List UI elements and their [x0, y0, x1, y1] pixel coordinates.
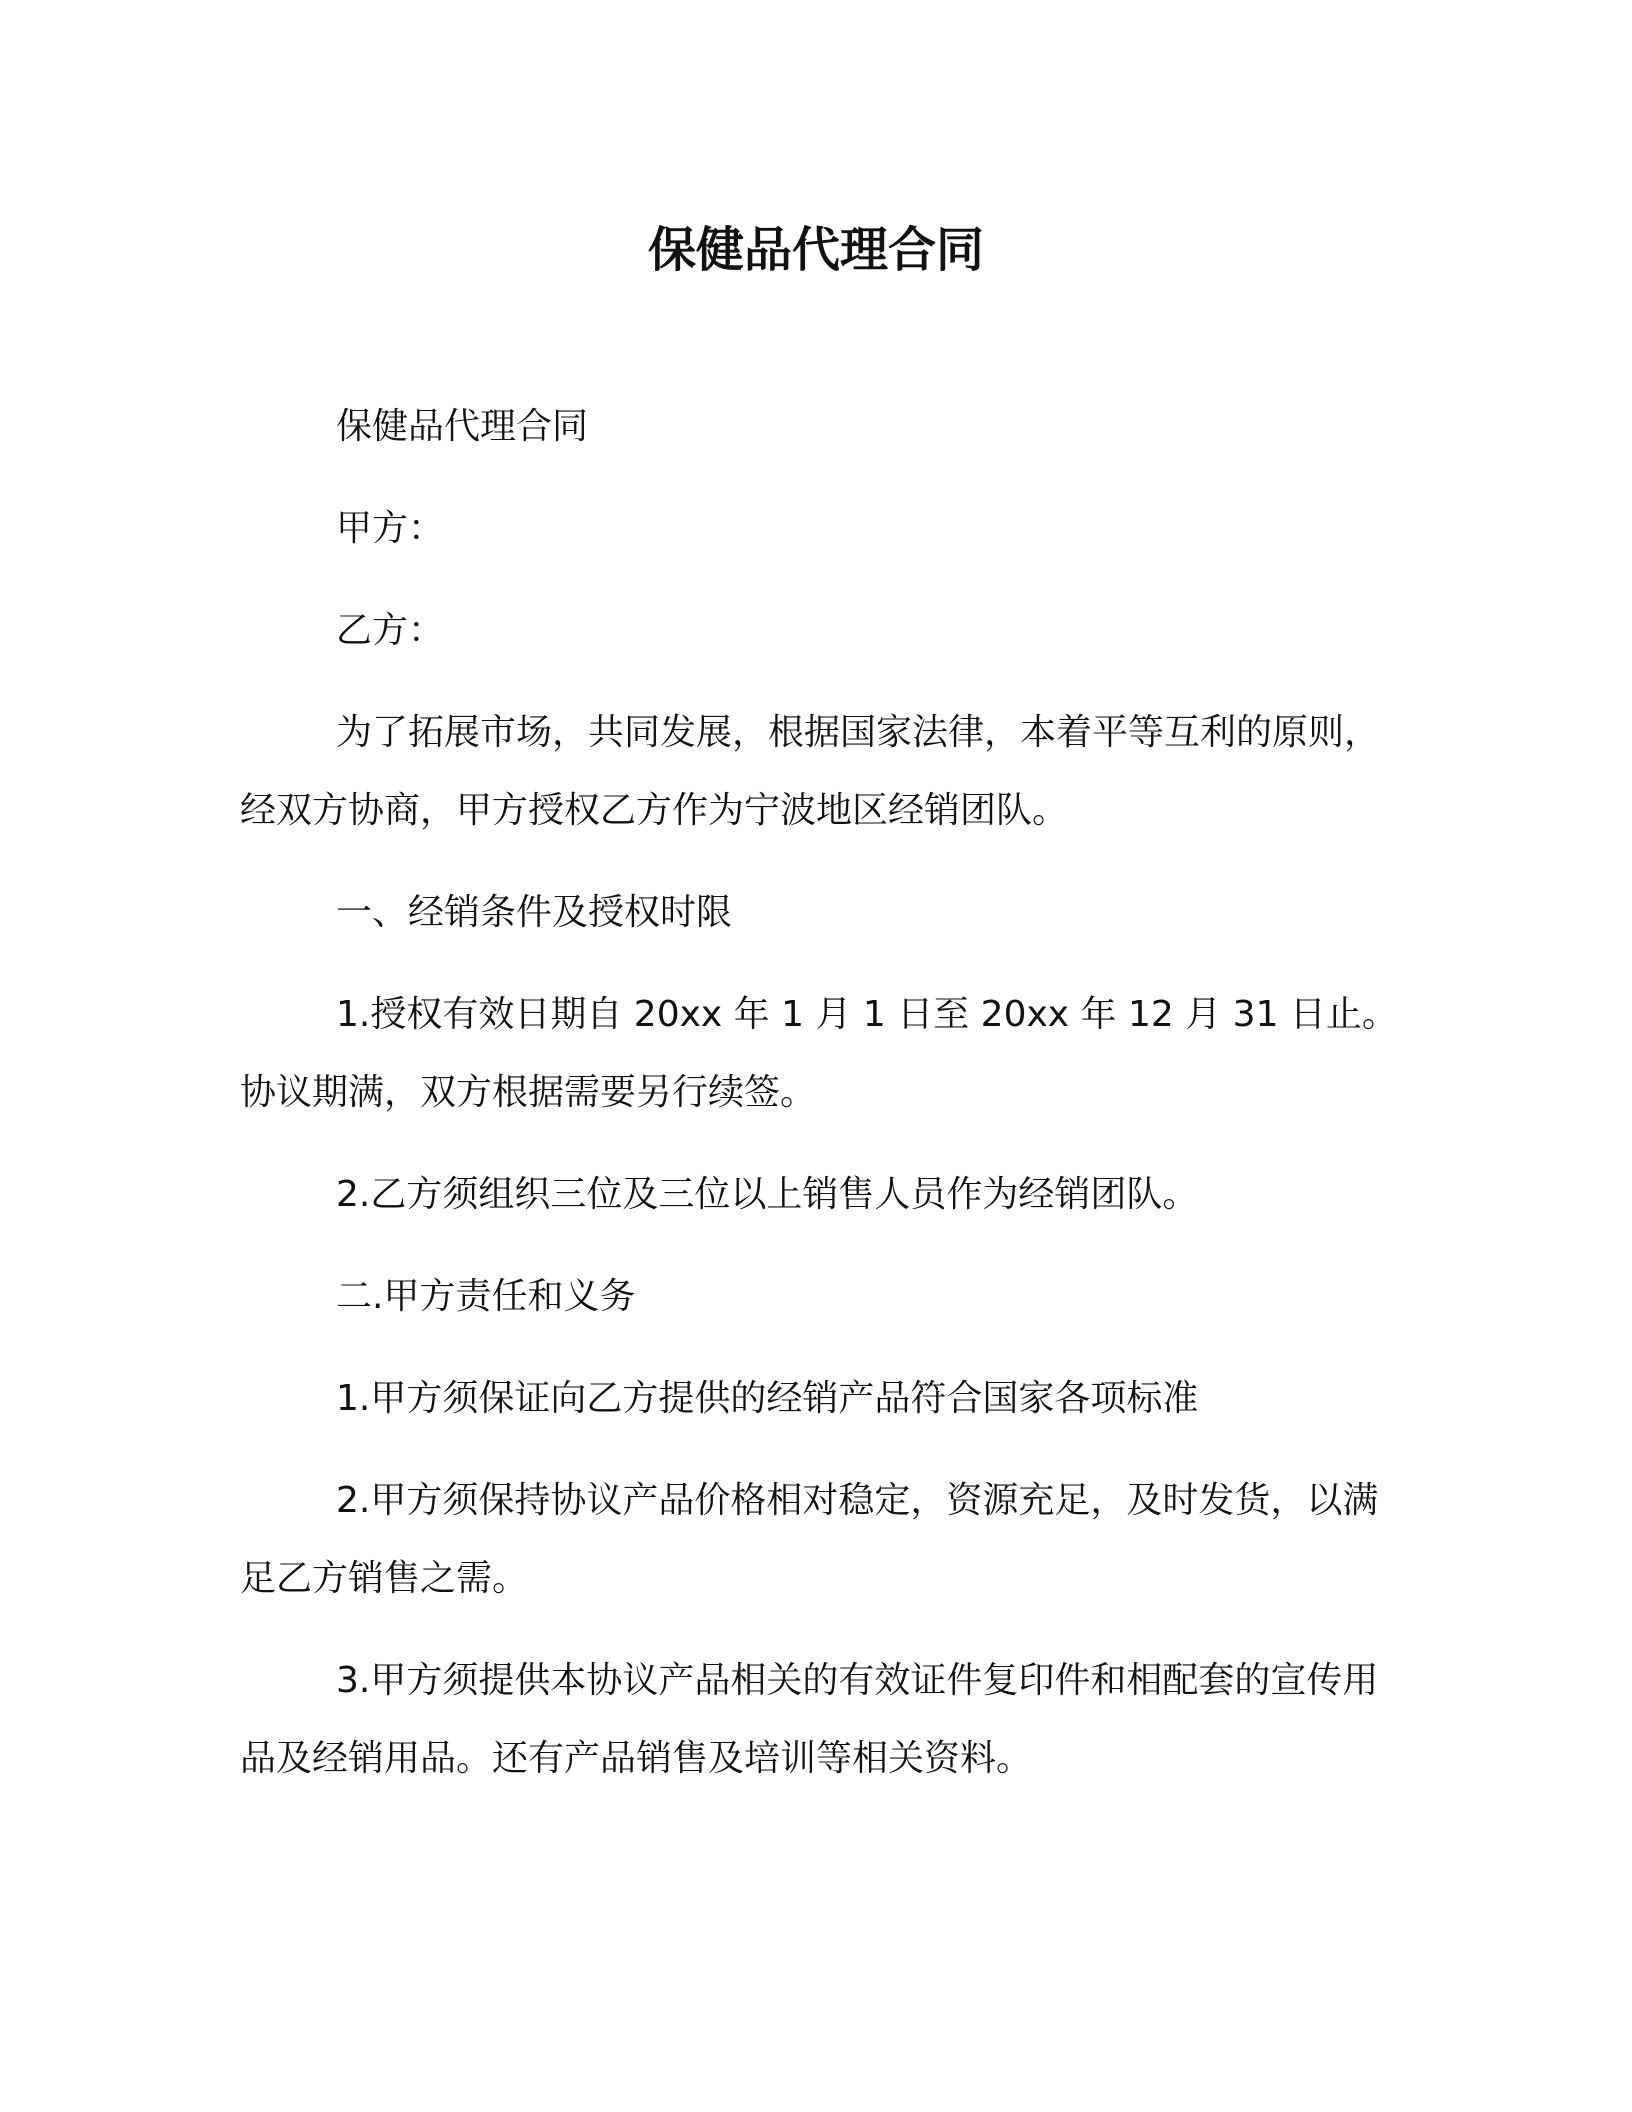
clause-1-1: 1.授权有效日期自 20xx 年 1 月 1 日至 20xx 年 12 月 31 日止。协议期满，双方根据需要另行续签。 [240, 994, 1398, 1113]
preamble-paragraph: 为了拓展市场，共同发展，根据国家法律，本着平等互利的原则，经双方协商，甲方授权乙方作为宁波地区经销团队。 [240, 712, 1381, 831]
section-heading-2: 二.甲方责任和义务 [336, 1276, 636, 1317]
document-body [240, 388, 1400, 1822]
clause-2-2: 2.甲方须保持协议产品价格相对稳定，资源充足，及时发货，以满足乙方销售之需。 [240, 1480, 1379, 1599]
section-heading-1: 一、经销条件及授权时限 [336, 892, 733, 933]
clause-2-3: 3.甲方须提供本协议产品相关的有效证件复印件和相配套的宣传用品及经销用品。还有产品销售及培训等相关资料。 [240, 1660, 1379, 1779]
party-a-line: 甲方： [336, 508, 445, 549]
paragraph-heading: 保健品代理合同 [336, 406, 589, 447]
clause-1-2: 2.乙方须组织三位及三位以上销售人员作为经销团队。 [336, 1174, 1199, 1215]
document-title: 保健品代理合同 [647, 222, 984, 278]
clause-2-1: 1.甲方须保证向乙方提供的经销产品符合国家各项标准 [336, 1378, 1199, 1419]
party-b-line: 乙方： [336, 610, 445, 651]
